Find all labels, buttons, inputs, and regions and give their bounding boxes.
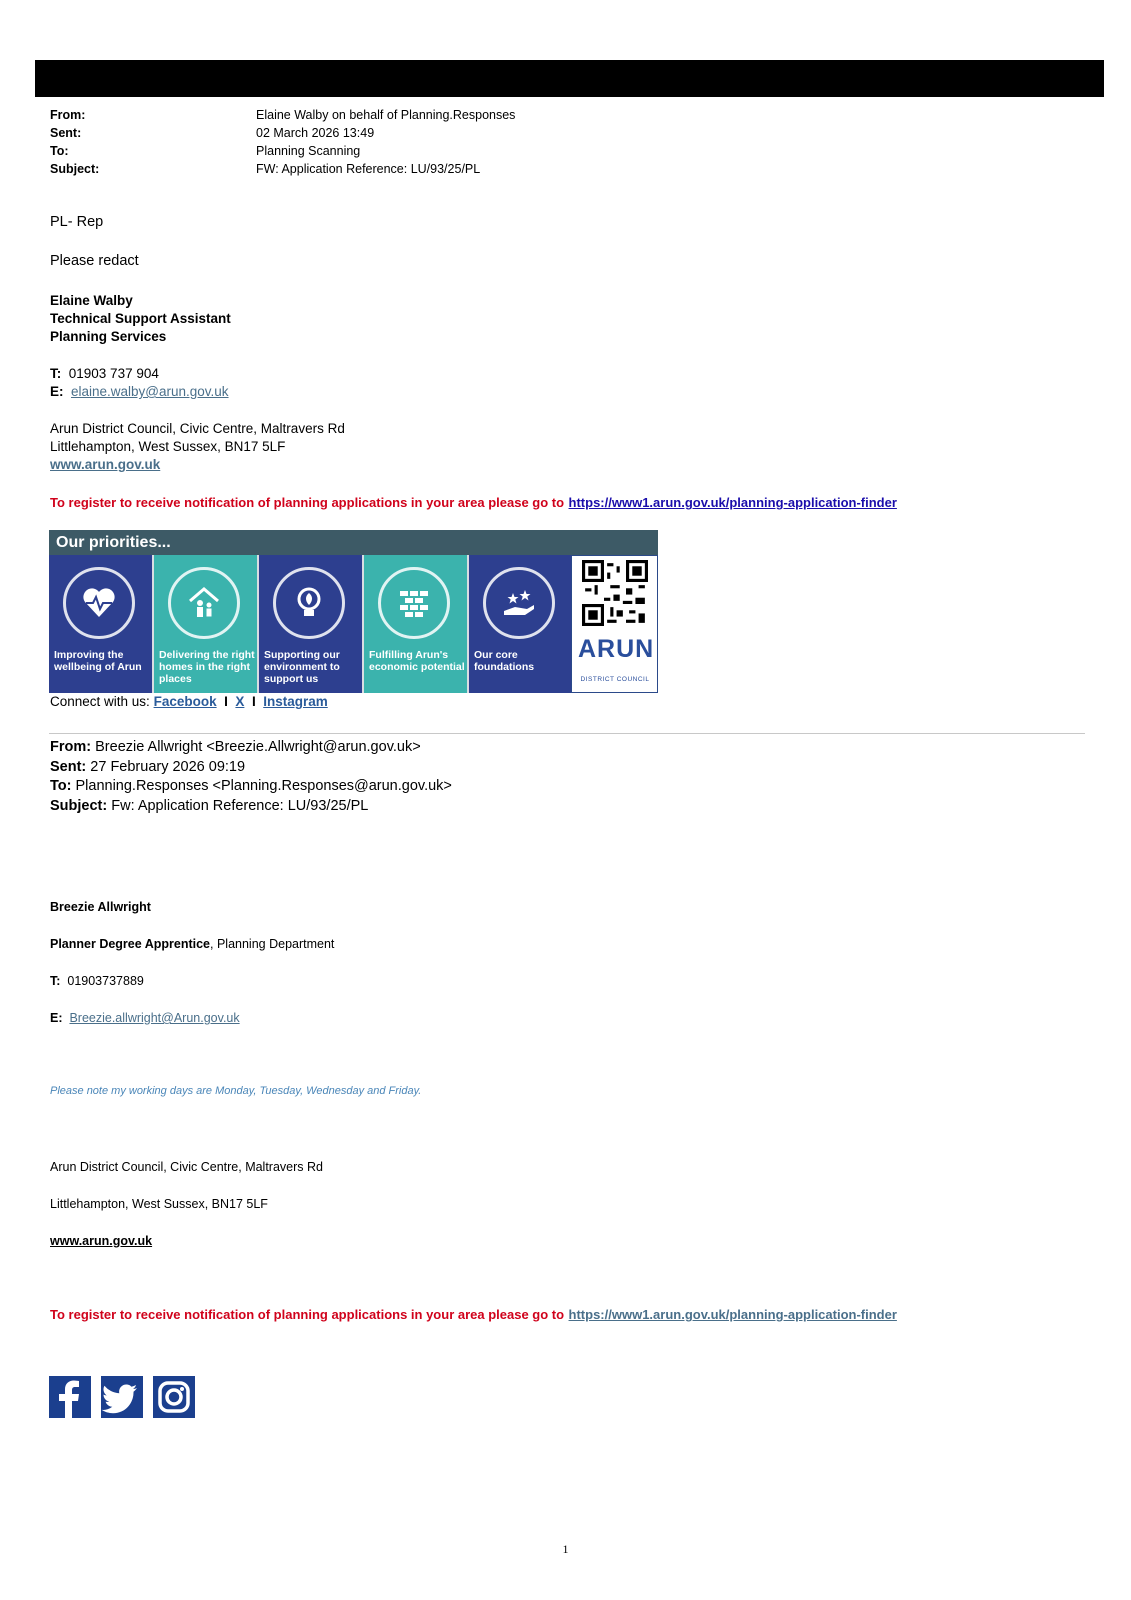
register-notice xyxy=(50,1306,897,1324)
tel-label: T: xyxy=(50,366,62,381)
qr-code-panel xyxy=(571,555,658,693)
body-line-rep: PL- Rep xyxy=(50,214,104,230)
tile-caption: Our core foundations xyxy=(474,649,535,673)
signature2-email xyxy=(50,1011,240,1025)
to-value: Planning Scanning xyxy=(256,144,361,158)
register-link[interactable]: https://www1.arun.gov.uk/planning-application-finder xyxy=(568,1307,897,1322)
facebook-link[interactable]: Facebook xyxy=(153,694,217,709)
separator: I xyxy=(251,694,256,709)
message-divider xyxy=(49,733,1085,734)
sent-value: 02 March 2026 13:49 xyxy=(256,126,375,140)
brick-wall-icon xyxy=(378,567,450,639)
fwd-to-value: Planning.Responses <Planning.Responses@arun.gov.uk> xyxy=(75,778,452,794)
fwd-sent-label: Sent: xyxy=(50,758,87,775)
signature2-title: Planner Degree Apprentice xyxy=(50,937,211,951)
banner-heading: Our priorities... xyxy=(49,530,658,555)
register-notice xyxy=(50,494,897,512)
sent-label: Sent: xyxy=(50,126,82,140)
tile-caption: Fulfilling Arun's economic potential xyxy=(369,649,465,673)
email-label: E: xyxy=(50,384,64,399)
register-text: To register to receive notification of planning applications in your area please go to xyxy=(50,495,565,510)
tile-caption: Supporting our environment to support us xyxy=(264,649,340,685)
email-label: E: xyxy=(50,1011,63,1025)
email-link[interactable]: elaine.walby@arun.gov.uk xyxy=(71,384,229,399)
signature-tel xyxy=(50,365,159,383)
connect-row xyxy=(50,693,328,711)
priorities-banner xyxy=(49,530,658,693)
separator: I xyxy=(224,694,228,709)
tile-caption: Improving the wellbeing of Arun xyxy=(54,649,142,673)
working-days-note: Please note my working days are Monday, Tuesday, Wednesday and Friday. xyxy=(50,1085,422,1097)
signature2-role xyxy=(50,937,334,951)
address-line-2: Littlehampton, West Sussex, BN17 5LF xyxy=(50,439,286,454)
tel-value: 01903 737 904 xyxy=(68,366,159,381)
email-link[interactable]: Breezie.allwright@Arun.gov.uk xyxy=(69,1011,240,1025)
register-link[interactable]: https://www1.arun.gov.uk/planning-application-finder xyxy=(568,495,897,510)
qr-code-icon xyxy=(582,560,648,626)
x-link[interactable]: X xyxy=(235,694,245,709)
twitter-icon[interactable] xyxy=(101,1376,143,1418)
tile-wellbeing xyxy=(49,555,152,693)
website-link[interactable]: www.arun.gov.uk xyxy=(50,1234,153,1248)
fwd-from-label: From: xyxy=(50,739,92,755)
hand-stars-icon xyxy=(483,567,555,639)
arun-logo-subtitle: DISTRICT COUNCIL xyxy=(580,676,650,683)
connect-label: Connect with us: xyxy=(50,694,150,709)
page-number: 1 xyxy=(562,1542,569,1556)
tel-label: T: xyxy=(50,974,61,988)
signature2-name: Breezie Allwright xyxy=(50,900,151,914)
from-value: Elaine Walby on behalf of Planning.Responses xyxy=(256,108,516,122)
signature2-tel xyxy=(50,974,144,988)
lightbulb-leaf-icon xyxy=(273,567,345,639)
from-label: From: xyxy=(50,108,86,122)
signature2-dept: , Planning Department xyxy=(210,937,335,951)
register-text: To register to receive notification of planning applications in your area please go to xyxy=(50,1307,565,1322)
fwd-from-value: Breezie Allwright <Breezie.Allwright@arun.gov.uk> xyxy=(95,739,421,755)
redaction-bar xyxy=(35,60,1104,97)
address-line-2: Littlehampton, West Sussex, BN17 5LF xyxy=(50,1197,268,1211)
tile-economy xyxy=(364,555,467,693)
to-label: To: xyxy=(50,144,69,158)
forwarded-header xyxy=(50,738,452,816)
tile-environment xyxy=(259,555,362,693)
fwd-sent-value: 27 February 2026 09:19 xyxy=(90,758,246,775)
tel-value: 01903737889 xyxy=(67,974,144,988)
address-line-1: Arun District Council, Civic Centre, Maltravers Rd xyxy=(50,1160,323,1174)
body-line-redact: Please redact xyxy=(50,253,139,269)
signature-dept: Planning Services xyxy=(50,329,167,344)
arun-logo: ARUN xyxy=(578,635,655,663)
instagram-link[interactable]: Instagram xyxy=(263,694,328,709)
subject-value: FW: Application Reference: LU/93/25/PL xyxy=(256,162,481,176)
facebook-icon[interactable] xyxy=(49,1376,91,1418)
fwd-to-label: To: xyxy=(50,778,72,794)
signature-title: Technical Support Assistant xyxy=(50,311,231,326)
house-family-icon xyxy=(168,567,240,639)
fwd-subject-label: Subject: xyxy=(50,797,108,814)
subject-label: Subject: xyxy=(50,162,100,176)
address-line-1: Arun District Council, Civic Centre, Maltravers Rd xyxy=(50,421,345,436)
heart-pulse-icon xyxy=(63,567,135,639)
tile-homes xyxy=(154,555,257,693)
signature-email xyxy=(50,383,229,401)
instagram-icon[interactable] xyxy=(153,1376,195,1418)
tile-foundations xyxy=(469,555,572,693)
tile-caption: Delivering the right homes in the right places xyxy=(159,649,255,685)
website-link[interactable]: www.arun.gov.uk xyxy=(50,457,161,472)
signature-name: Elaine Walby xyxy=(50,293,133,308)
fwd-subject-value: Fw: Application Reference: LU/93/25/PL xyxy=(111,797,369,814)
